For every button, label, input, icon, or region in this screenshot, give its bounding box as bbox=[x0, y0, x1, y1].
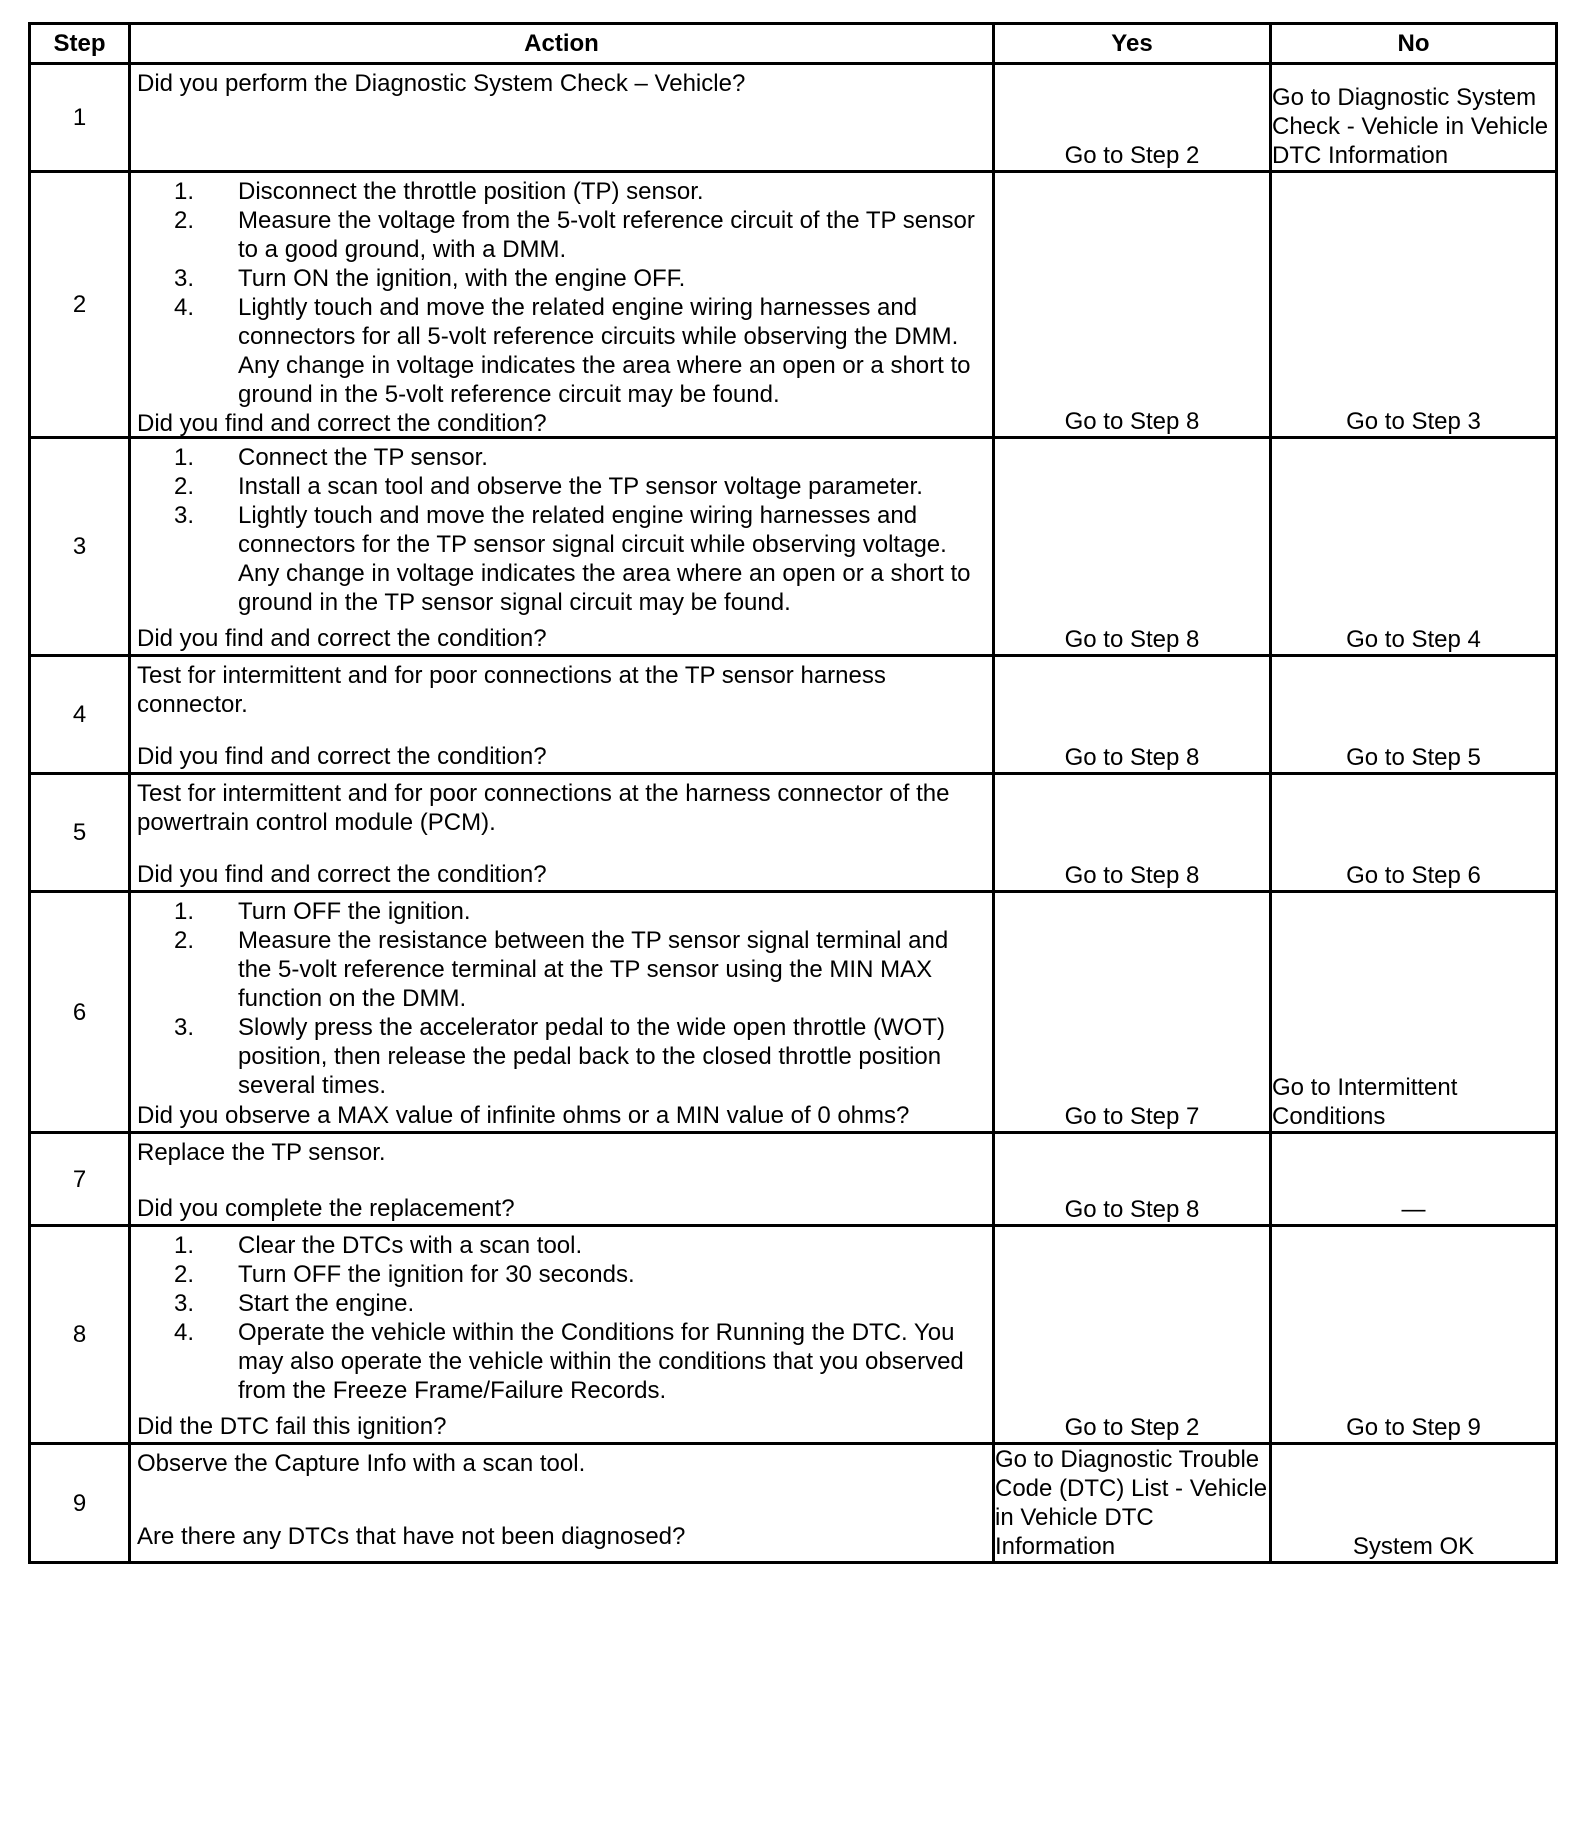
list-item bbox=[137, 443, 988, 472]
step-number: 1 bbox=[30, 64, 130, 172]
yes-answer: Go to Step 8 bbox=[994, 656, 1271, 774]
list-item bbox=[137, 177, 988, 206]
table-row bbox=[30, 172, 1557, 438]
table-body bbox=[30, 64, 1557, 1563]
list-item-text: Slowly press the accelerator pedal to the wide open throttle (WOT) position, then release the pedal back to the closed throttle position several times. bbox=[238, 1014, 945, 1099]
list-item-number: 1. bbox=[173, 444, 194, 471]
action-cell bbox=[130, 656, 994, 774]
header-no: No bbox=[1271, 24, 1557, 64]
list-item-number: 3. bbox=[173, 1014, 194, 1041]
yes-answer: Go to Step 8 bbox=[994, 1133, 1271, 1226]
list-item-text: Install a scan tool and observe the TP sensor voltage parameter. bbox=[238, 473, 923, 500]
step-number: 5 bbox=[30, 774, 130, 892]
list-item bbox=[137, 264, 988, 293]
list-item-text: Measure the voltage from the 5-volt reference circuit of the TP sensor to a good ground, with a DMM. bbox=[238, 207, 975, 263]
step-number: 9 bbox=[30, 1444, 130, 1563]
action-question: Did you observe a MAX value of infinite ohms or a MIN value of 0 ohms? bbox=[137, 1102, 910, 1129]
list-item-text: Turn OFF the ignition for 30 seconds. bbox=[238, 1261, 635, 1288]
list-item bbox=[137, 897, 988, 926]
list-item-number: 1. bbox=[173, 178, 194, 205]
list-item-number: 3. bbox=[173, 1290, 194, 1317]
list-item-number: 4. bbox=[173, 1319, 194, 1346]
list-item-number: 2. bbox=[173, 927, 194, 954]
list-item bbox=[137, 1318, 988, 1405]
table-row bbox=[30, 656, 1557, 774]
header-row bbox=[30, 24, 1557, 64]
table-row bbox=[30, 1133, 1557, 1226]
action-content bbox=[131, 775, 992, 890]
action-cell bbox=[130, 892, 994, 1133]
list-item-number: 1. bbox=[173, 898, 194, 925]
diagnostic-table bbox=[28, 22, 1558, 1564]
list-item-text: Measure the resistance between the TP sensor signal terminal and the 5-volt reference terminal at the TP sensor using the MIN MAX function on the DMM. bbox=[238, 927, 949, 1012]
action-cell bbox=[130, 64, 994, 172]
action-content bbox=[131, 893, 992, 1131]
action-question: Did you complete the replacement? bbox=[137, 1195, 515, 1222]
action-question: Did the DTC fail this ignition? bbox=[137, 1413, 447, 1440]
list-item bbox=[137, 501, 988, 617]
list-item-text: Clear the DTCs with a scan tool. bbox=[238, 1232, 583, 1259]
action-instruction: Test for intermittent and for poor connections at the harness connector of the powertrain control module (PCM). bbox=[137, 780, 950, 836]
yes-answer: Go to Step 8 bbox=[994, 172, 1271, 438]
list-item bbox=[137, 293, 988, 409]
list-item-text: Operate the vehicle within the Conditions for Running the DTC. You may also operate the vehicle within the conditions that you observed from the Freeze Frame/Failure Records. bbox=[238, 1319, 964, 1404]
action-content bbox=[131, 1134, 992, 1224]
yes-answer: Go to Diagnostic Trouble Code (DTC) List - Vehicle in Vehicle DTC Information bbox=[994, 1444, 1271, 1563]
action-steps-list bbox=[137, 177, 988, 409]
yes-answer: Go to Step 2 bbox=[994, 64, 1271, 172]
no-answer: Go to Step 3 bbox=[1271, 172, 1557, 438]
no-answer: Go to Step 5 bbox=[1271, 656, 1557, 774]
list-item-number: 3. bbox=[173, 265, 194, 292]
list-item-text: Connect the TP sensor. bbox=[238, 444, 488, 471]
action-cell bbox=[130, 774, 994, 892]
list-item bbox=[137, 1289, 988, 1318]
yes-answer: Go to Step 8 bbox=[994, 774, 1271, 892]
list-item bbox=[137, 1013, 988, 1100]
action-steps-list bbox=[137, 1231, 988, 1405]
list-item bbox=[137, 1231, 988, 1260]
step-number: 8 bbox=[30, 1226, 130, 1444]
step-number: 6 bbox=[30, 892, 130, 1133]
table-row bbox=[30, 64, 1557, 172]
action-cell bbox=[130, 1133, 994, 1226]
no-answer: Go to Step 6 bbox=[1271, 774, 1557, 892]
action-question: Did you find and correct the condition? bbox=[137, 743, 547, 770]
step-number: 2 bbox=[30, 172, 130, 438]
list-item-number: 2. bbox=[173, 473, 194, 500]
list-item-number: 4. bbox=[173, 294, 194, 321]
action-steps-list bbox=[137, 897, 988, 1100]
list-item-number: 2. bbox=[173, 207, 194, 234]
diagnostic-table-wrapper bbox=[28, 22, 1558, 1564]
action-question: Did you find and correct the condition? bbox=[137, 410, 547, 437]
header-yes: Yes bbox=[994, 24, 1271, 64]
list-item-text: Turn OFF the ignition. bbox=[238, 898, 471, 925]
action-instruction: Did you perform the Diagnostic System Check – Vehicle? bbox=[137, 70, 746, 97]
action-content bbox=[131, 1227, 992, 1442]
action-content bbox=[131, 65, 992, 170]
list-item-text: Start the engine. bbox=[238, 1290, 415, 1317]
step-number: 3 bbox=[30, 438, 130, 656]
action-content bbox=[131, 1445, 992, 1552]
action-cell bbox=[130, 1444, 994, 1563]
table-row bbox=[30, 1226, 1557, 1444]
action-cell bbox=[130, 438, 994, 656]
list-item-text: Lightly touch and move the related engine wiring harnesses and connectors for all 5-volt reference circuits while observing the DMM. Any change in voltage indicates the area where an open or a short to ground in the 5-volt reference circuit may be found. bbox=[238, 294, 971, 408]
list-item bbox=[137, 1260, 988, 1289]
list-item-text: Turn ON the ignition, with the engine OFF. bbox=[238, 265, 686, 292]
no-answer: Go to Step 9 bbox=[1271, 1226, 1557, 1444]
table-row bbox=[30, 1444, 1557, 1563]
action-cell bbox=[130, 172, 994, 438]
action-cell bbox=[130, 1226, 994, 1444]
list-item-number: 2. bbox=[173, 1261, 194, 1288]
action-content bbox=[131, 439, 992, 654]
no-answer: — bbox=[1271, 1133, 1557, 1226]
action-question: Did you find and correct the condition? bbox=[137, 625, 547, 652]
list-item-text: Disconnect the throttle position (TP) sensor. bbox=[238, 178, 704, 205]
no-answer: Go to Step 4 bbox=[1271, 438, 1557, 656]
no-answer: Go to Intermittent Conditions bbox=[1271, 892, 1557, 1133]
action-steps-list bbox=[137, 443, 988, 617]
list-item-number: 3. bbox=[173, 502, 194, 529]
no-answer: Go to Diagnostic System Check - Vehicle in Vehicle DTC Information bbox=[1271, 64, 1557, 172]
step-number: 4 bbox=[30, 656, 130, 774]
list-item bbox=[137, 926, 988, 1013]
header-step: Step bbox=[30, 24, 130, 64]
action-content bbox=[131, 173, 992, 436]
table-row bbox=[30, 774, 1557, 892]
header-action: Action bbox=[130, 24, 994, 64]
action-instruction: Observe the Capture Info with a scan tool. bbox=[137, 1450, 586, 1477]
yes-answer: Go to Step 7 bbox=[994, 892, 1271, 1133]
list-item bbox=[137, 472, 988, 501]
action-content bbox=[131, 657, 992, 772]
action-question: Are there any DTCs that have not been diagnosed? bbox=[137, 1523, 686, 1550]
action-question: Did you find and correct the condition? bbox=[137, 861, 547, 888]
list-item-text: Lightly touch and move the related engine wiring harnesses and connectors for the TP sensor signal circuit while observing voltage. Any change in voltage indicates the area where an open or a short to ground in the TP sensor signal circuit may be found. bbox=[238, 502, 971, 616]
yes-answer: Go to Step 2 bbox=[994, 1226, 1271, 1444]
no-answer: System OK bbox=[1271, 1444, 1557, 1563]
yes-answer: Go to Step 8 bbox=[994, 438, 1271, 656]
action-instruction: Replace the TP sensor. bbox=[137, 1139, 386, 1166]
list-item-number: 1. bbox=[173, 1232, 194, 1259]
action-instruction: Test for intermittent and for poor connections at the TP sensor harness connector. bbox=[137, 662, 886, 718]
step-number: 7 bbox=[30, 1133, 130, 1226]
table-row bbox=[30, 438, 1557, 656]
list-item bbox=[137, 206, 988, 264]
table-row bbox=[30, 892, 1557, 1133]
